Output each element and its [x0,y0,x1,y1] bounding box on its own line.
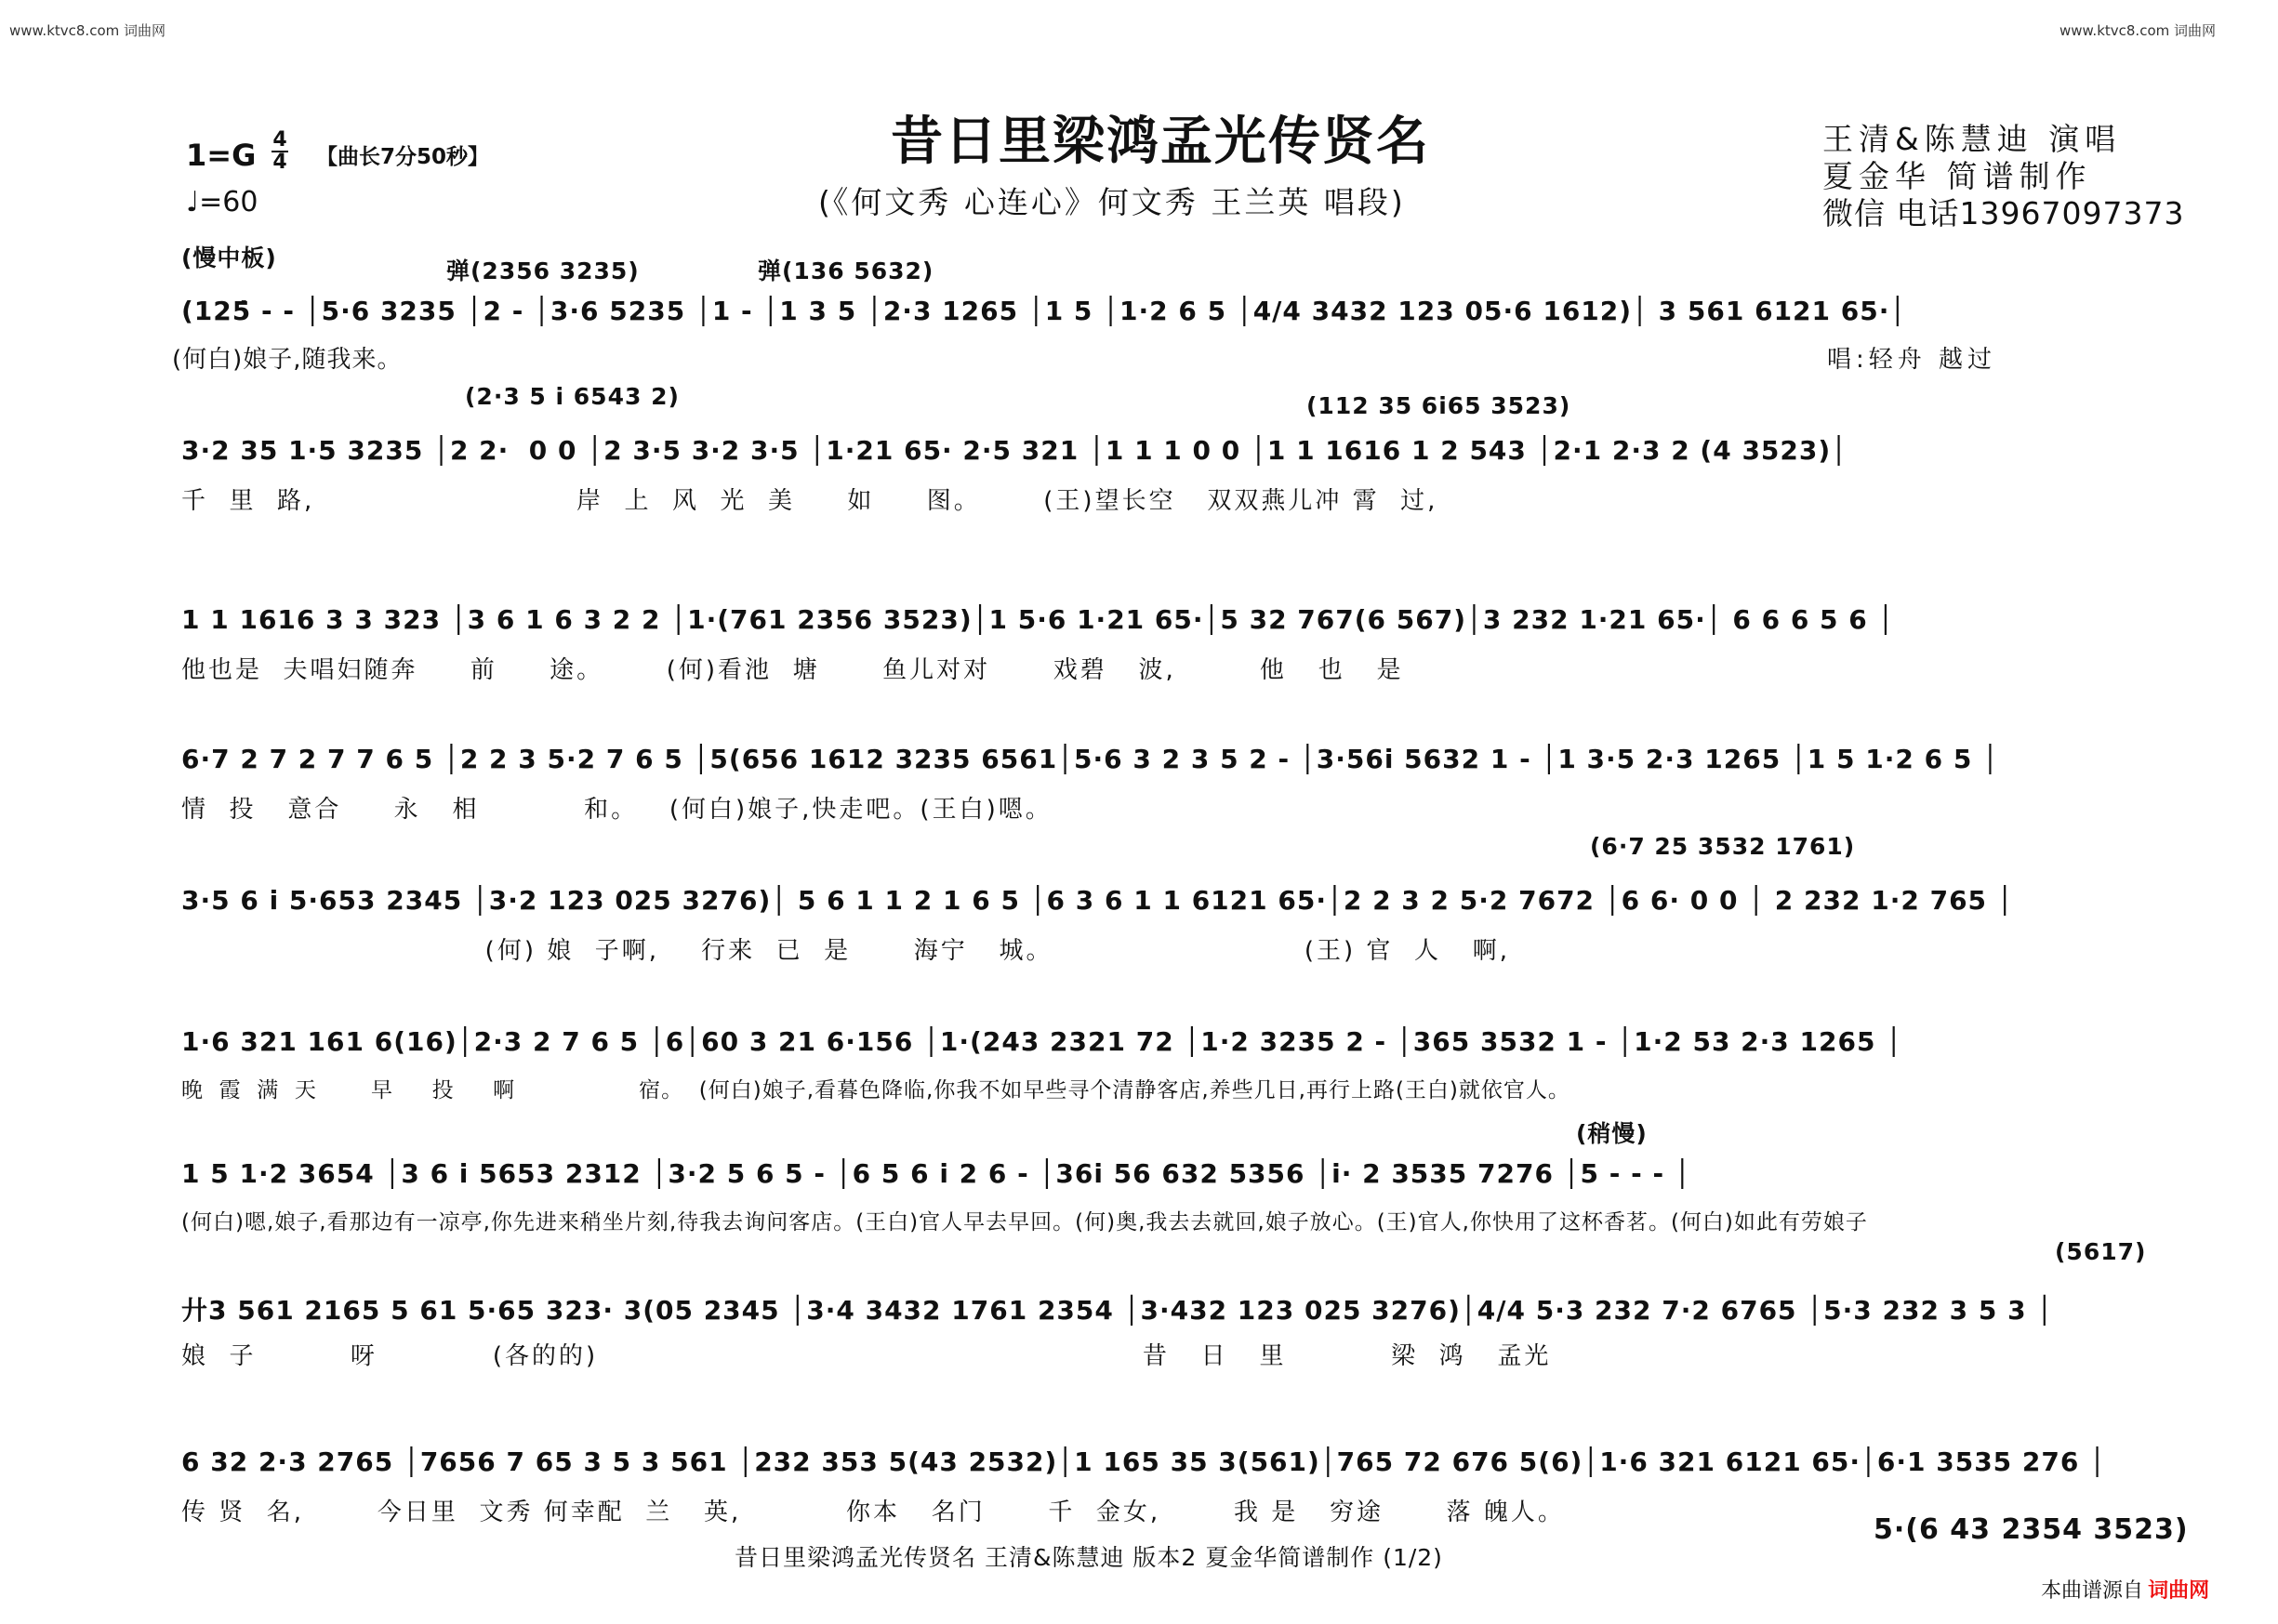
key-signature: 1=G [186,138,257,173]
row-1-annotation: 弹(136 5632) [758,257,934,284]
song-length: 【曲长7分50秒】 [316,145,490,169]
tail-notes: 5·(6 43 2354 3523) [1874,1513,2189,1546]
row-6-lyric: 晚 霞 满 天 早 投 啊 宿。 (何白)娘子,看暮色降临,你我不如早些寻个清静客店,养些几日,再行上路(王白)就依官人。 [181,1078,1570,1102]
row-7-notes: 1 5 1·2 3654 │3 6 i 5653 2312 │3·2 5 6 5 - │6 5 6 i 2 6 - │36i 56 632 5356 │i· 2 3535 7276 │5 - - - │ [181,1158,1691,1189]
row-5-lyric: (何) 娘 子啊, 行来 已 是 海宁 城。 (王) 官 人 啊, [181,937,1511,965]
row-2-annotation: (112 35 6i65 3523) [1306,392,1571,419]
source-brand-link[interactable]: 词曲网 [2148,1579,2210,1603]
credit-arranger: 夏金华 简谱制作 [1822,158,2092,194]
row-1-notes: (125̇ - - │5·6 3235 │2 - │3·6 5235 │1 - │1 3 5 │2·3 1265 │1 5 │1·2 6 5 │4/4 3432 123 05·6 1612)│ 3 561 6121 65·│ [181,296,1907,326]
row-8-lyric: 娘 子 呀 (各的的) 昔 日 里 梁 鸿 孟光 [181,1342,1552,1370]
row-4-lyric: 情 投 意合 永 相 和。 (何白)娘子,快走吧。(王白)嗯。 [181,796,1053,824]
watermark-right: www.ktvc8.com 词曲网 [2059,22,2217,39]
song-subtitle: (《何文秀 心连心》何文秀 王兰英 唱段) [818,184,1406,220]
row-8-annotation: (5617) [2055,1238,2147,1265]
row-1-annotation: 弹(2356 3235) [446,257,640,284]
source-attribution [2041,1575,2209,1604]
row-6-notes: 1·6 321 161 6(16)│2·3 2 7 6 5 │6│60 3 21 6·156 │1·(243 2321 72 │1·2 3235 2 - │365 3532 1 - │1·2 53 2·3 1265 │ [181,1026,1903,1057]
row-9-lyric: 传 贤 名, 今日里 文秀 何幸配 兰 英, 你本 名门 千 金女, 我 是 穷途 落 魄人。 [181,1499,1565,1526]
time-signature-bottom: 4 [272,151,287,174]
row-5-notes: 3·5 6 i 5·653 2345 │3·2 123 025 3276)│ 5 6 1 1 2 1 6 5 │6 3 6 1 1 6121 65·│2 2 3 2 5·2 7672 │6 6· 0 0 │ 2 232 1·2 765 │ [181,885,2014,916]
row-5-annotation: (6·7 25 3532 1761) [1590,833,1856,860]
tempo-marking: ♩=60 [186,186,258,218]
row-2-annotation: (2·3 5 i 6543 2) [465,383,680,410]
row-1-lyric-left: (何白)娘子,随我来。 [172,346,403,374]
row-3-notes: 1 1 1616 3 3 323 │3 6 1 6 3 2 2 │1·(761 2356 3523)│1 5·6 1·21 65·│5 32 767(6 567)│3 232 1·21 65·│ 6 6 6 5 6 │ [181,604,1895,635]
row-2-lyric: 千 里 路, 岸 上 风 光 美 如 图。 (王)望长空 双双燕儿冲 霄 过, [181,487,1438,515]
time-signature [272,130,288,173]
row-9-notes: 6 32 2·3 2765 │7656 7 65 3 5 3 561 │232 353 5(43 2532)│1 165 35 3(561)│765 72 676 5(6)│1·6 321 6121 65·│6·1 3535 276 │ [181,1446,2106,1477]
row-8-notes: 廾3 561 2165 5 61 5·65 323· 3(05 2345 │3·4 3432 1761 2354 │3·432 123 025 3276)│4/4 5·3 232 7·2 6765 │5·3 232 3 5 3 │ [181,1295,2054,1326]
row-2-notes: 3·2 35 1·5 3235 │2 2· 0 0 │2 3·5 3·2 3·5 │1·21 65· 2·5 321 │1 1 1 0 0 │1 1 1616 1 2 543 │2·1 2·3 2 (4 3523)│ [181,435,1848,466]
song-title: 昔日里梁鸿孟光传贤名 [891,111,1430,172]
page-footer: 昔日里梁鸿孟光传贤名 王清&陈慧迪 版本2 夏金华简谱制作 (1/2) [735,1544,1443,1571]
source-label: 本曲谱源自 [2041,1579,2144,1603]
right-side-strip [2258,37,2278,1624]
credit-contact: 微信 电话13967097373 [1822,195,2185,231]
watermark-left: www.ktvc8.com 词曲网 [9,22,166,39]
row-7-annotation: (稍慢) [1576,1120,1648,1147]
row-7-lyric: (何白)嗯,娘子,看那边有一凉亭,你先进来稍坐片刻,待我去询问客店。(王白)官人早去早回。(何)奥,我去去就回,娘子放心。(王)官人,你快用了这杯香茗。(何白)如此有劳娘子 [181,1210,1868,1235]
credit-performers: 王清&陈慧迪 演唱 [1822,121,2122,157]
row-4-notes: 6·7 2 7 2 7 7 6 5 │2 2 3 5·2 7 6 5 │5(656 1612 3235 6561│5·6 3 2 3 5 2 - │3·56i 5632 1 - │1 3·5 2·3 1265 │1 5 1·2 6 5 │ [181,744,1999,774]
time-signature-top: 4 [272,128,287,152]
row-1-lyric-right: 唱:轻舟 越过 [1827,346,1997,374]
row-3-lyric: 他也是 夫唱妇随奔 前 途。 (何)看池 塘 鱼儿对对 戏碧 波, 他 也 是 [181,656,1404,684]
row-1-annotation: (慢中板) [181,244,277,271]
left-side-strip [0,37,20,1624]
